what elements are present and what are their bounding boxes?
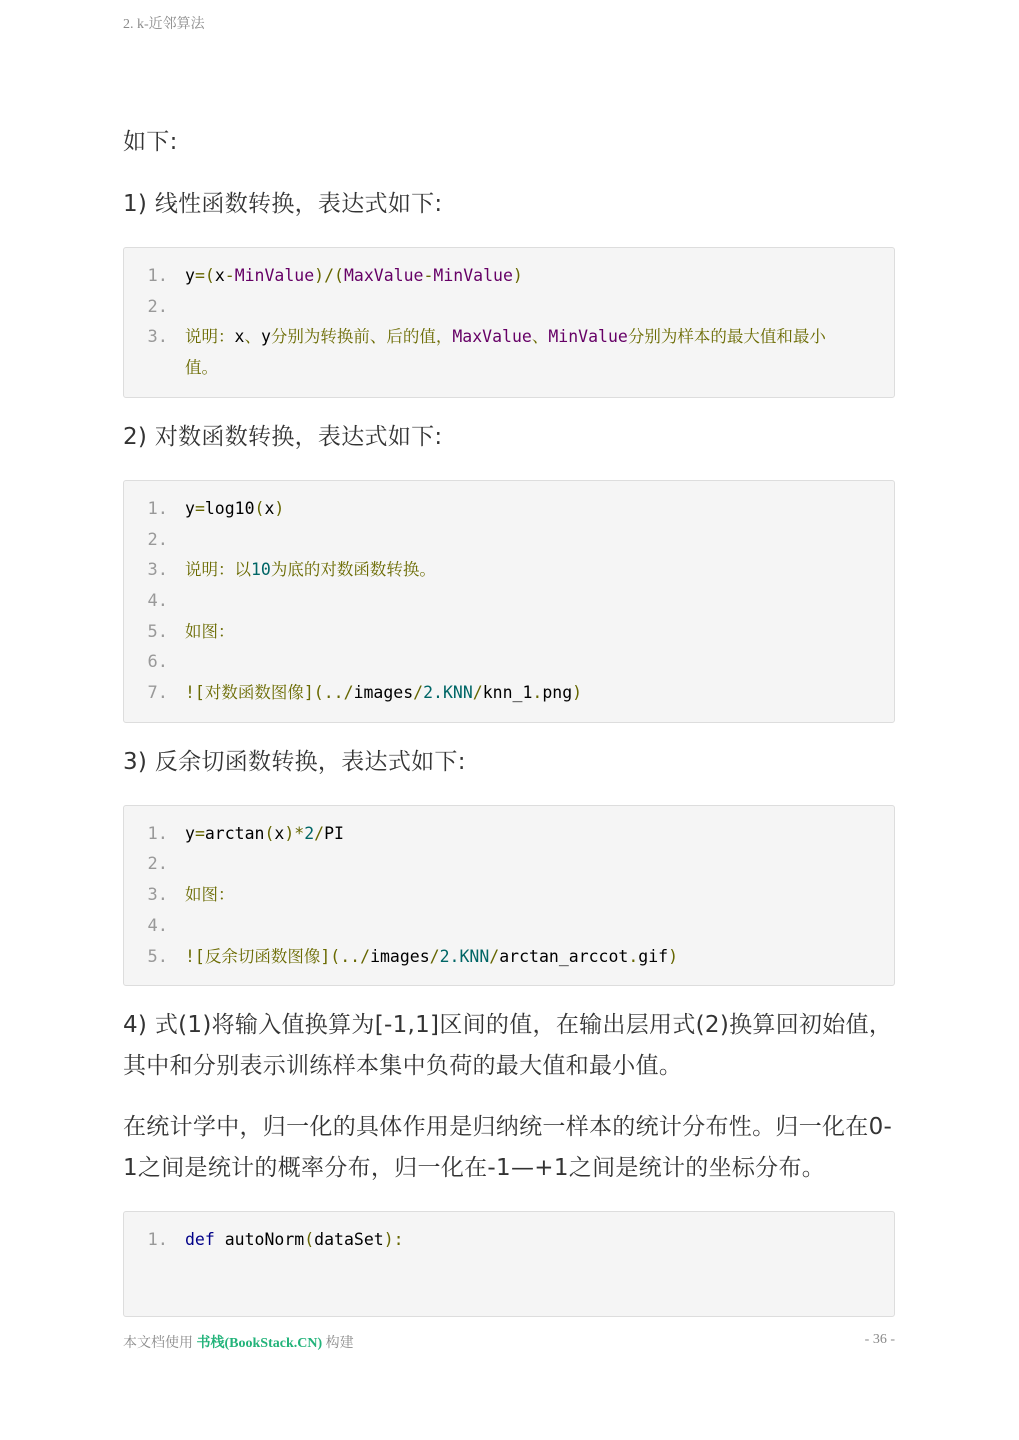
code-token: MinValue [234, 266, 315, 285]
code-token: x [234, 327, 245, 347]
code-line [124, 525, 894, 556]
code-text [185, 555, 894, 586]
code-text [185, 911, 894, 942]
code-token: ( [254, 498, 265, 518]
code-token: = [194, 823, 205, 843]
code-token: 、 [531, 327, 549, 347]
code-line [124, 678, 894, 709]
code-text [185, 261, 894, 292]
code-token: ( [264, 823, 275, 843]
code-line [124, 819, 894, 850]
code-token: )/( [314, 266, 344, 285]
code-token: - [224, 266, 235, 285]
code-token: / [314, 823, 325, 843]
code-token: images [370, 946, 430, 966]
code-token: 为底的对数函数转换。 [270, 560, 436, 580]
code-token: / [413, 683, 424, 703]
code-token: 如图： [185, 621, 235, 641]
footer-suffix: 构建 [322, 1336, 354, 1351]
code-line [124, 494, 894, 525]
code-token: MaxValue [343, 266, 424, 285]
footer-prefix: 本文档使用 [123, 1336, 197, 1351]
line-number: 1. [147, 1230, 168, 1251]
code-token: knn_1 [482, 683, 533, 703]
code-token: / [472, 683, 483, 703]
code-line [124, 911, 894, 942]
code-token: =( [194, 266, 215, 285]
code-text [185, 525, 894, 556]
heading-log: 2) 对数函数转换，表达式如下: [123, 423, 443, 450]
code-text [185, 292, 894, 323]
line-number: 3. [147, 885, 168, 906]
running-header: 2. k-近邻算法 [123, 17, 205, 32]
code-token: ( [304, 1230, 315, 1250]
line-number: 2. [147, 296, 168, 317]
code-line [124, 849, 894, 880]
code-token: def [185, 1230, 215, 1250]
code-token: ) [274, 498, 285, 518]
code-line [124, 1225, 894, 1256]
code-text [185, 586, 894, 617]
line-number: 1. [147, 498, 168, 519]
page-number: - 36 - [864, 1332, 895, 1347]
code-token: 10 [251, 560, 271, 580]
footer-credit [123, 1332, 354, 1352]
code-token: gif [638, 946, 669, 966]
code-token: log10 [204, 498, 255, 518]
code-token: y [185, 498, 195, 518]
code-token: 2.KNN [439, 946, 490, 966]
code-token: MinValue [548, 327, 628, 347]
line-number: 4. [147, 915, 168, 936]
code-line [124, 647, 894, 678]
code-token: / [429, 946, 440, 966]
code-token: ) [668, 946, 679, 966]
code-token: ) [512, 266, 523, 285]
code-token: 说明： [185, 327, 235, 347]
code-token: images [353, 683, 414, 703]
code-text [185, 819, 894, 850]
paragraph-normalization-range: 4) 式(1)将输入值换算为[-1,1]区间的值，在输出层用式(2)换算回初始值，其中和分别表示训练样本集中负荷的最大值和最小值。 [123, 1012, 893, 1080]
code-block-linear [123, 247, 895, 398]
line-number: 5. [147, 946, 168, 967]
code-text [185, 880, 894, 911]
code-token: x [264, 498, 275, 518]
line-number: 1. [147, 823, 168, 844]
code-text [185, 494, 894, 525]
bookstack-link[interactable]: 书栈(BookStack.CN) [196, 1336, 323, 1351]
code-token: ) [572, 683, 583, 703]
code-token: . [532, 683, 543, 703]
code-text [185, 678, 894, 709]
code-token: ../ [323, 683, 354, 703]
code-token: ![对数函数图像]( [185, 683, 324, 703]
code-token: x [214, 266, 225, 285]
code-token: PI [324, 823, 344, 843]
line-number: 1. [147, 266, 168, 286]
code-text [185, 942, 894, 973]
code-token: . [628, 946, 639, 966]
line-number: 7. [147, 683, 168, 704]
code-block-log [123, 480, 895, 723]
code-token: x [274, 823, 285, 843]
paragraph-statistics: 在统计学中，归一化的具体作用是归纳统一样本的统计分布性。归一化在0-1之间是统计的概率分布，归一化在-1—+1之间是统计的坐标分布。 [123, 1114, 893, 1182]
code-line [124, 617, 894, 648]
heading-arctan: 3) 反余切函数转换，表达式如下: [123, 748, 466, 775]
code-token: )* [284, 823, 305, 843]
intro-paragraph: 如下: [123, 129, 178, 155]
code-block-arctan [123, 805, 895, 987]
heading-linear: 1) 线性函数转换，表达式如下: [123, 191, 443, 217]
code-token: 2 [304, 823, 315, 843]
code-line [124, 292, 894, 323]
code-line [124, 880, 894, 911]
code-line [124, 942, 894, 973]
code-token: png [542, 683, 573, 703]
code-token: MinValue [433, 266, 513, 285]
page-content [123, 118, 895, 1319]
code-token: y [185, 823, 195, 843]
code-token: ../ [340, 946, 371, 966]
code-line [124, 322, 894, 383]
code-block-autonorm [123, 1211, 895, 1317]
code-text [185, 849, 894, 880]
code-token: 说明：以 [185, 560, 251, 580]
code-line [124, 555, 894, 586]
code-text [185, 322, 894, 383]
code-token: dataSet [314, 1230, 384, 1250]
line-number: 2. [147, 529, 168, 550]
code-token: y [185, 266, 195, 285]
line-number: 4. [147, 590, 168, 611]
code-token: 、 [244, 327, 261, 347]
code-token: 分别为转换前、后的值， [270, 327, 453, 347]
line-number: 3. [147, 560, 168, 581]
code-text [185, 647, 894, 678]
line-number: 5. [147, 621, 168, 642]
code-token: = [194, 498, 205, 518]
code-text [185, 1225, 894, 1256]
code-token: ![反余切函数图像]( [185, 946, 341, 966]
page-footer [123, 1332, 895, 1352]
code-token: - [423, 266, 434, 285]
line-number: 6. [147, 652, 168, 673]
code-text [185, 617, 894, 648]
code-token: 如图： [185, 885, 235, 905]
code-line [124, 586, 894, 617]
code-token: 分别为样本的最大值和最小值。 [185, 327, 826, 378]
code-token: MaxValue [452, 327, 532, 347]
code-token: 2.KNN [423, 683, 473, 703]
code-token: autoNorm [214, 1230, 305, 1250]
code-token: arctan [204, 823, 265, 843]
code-token: arctan_arccot [499, 946, 629, 966]
line-number: 2. [147, 854, 168, 875]
code-token: ): [383, 1230, 404, 1250]
code-token: / [489, 946, 500, 966]
line-number: 3. [147, 327, 168, 348]
code-token: y [260, 327, 271, 347]
code-line [124, 261, 894, 292]
